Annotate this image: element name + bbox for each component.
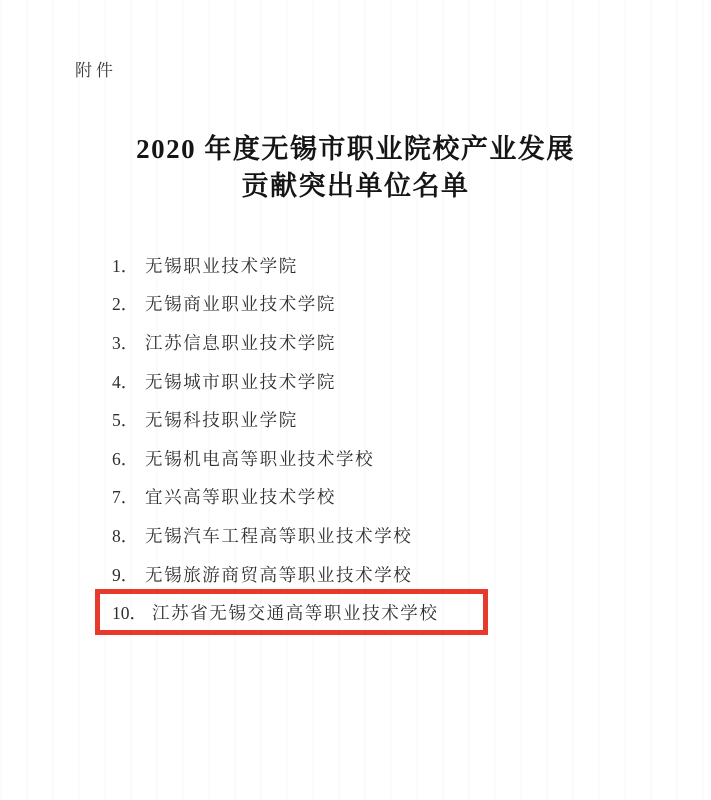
document-title-line-1: 2020 年度无锡市职业院校产业发展 <box>136 134 575 164</box>
list-item-number: 9． <box>112 564 139 585</box>
list-item-name: 江苏信息职业技术学院 <box>145 332 336 353</box>
list-item-number: 1． <box>112 255 139 276</box>
list-item <box>112 323 592 362</box>
list-item <box>112 400 592 439</box>
list-item <box>112 516 592 555</box>
list-item-name: 江苏省无锡交通高等职业技术学校 <box>152 603 439 624</box>
list-item-number: 2． <box>112 294 139 315</box>
list-item-name: 无锡职业技术学院 <box>145 255 298 276</box>
list-item-name: 无锡机电高等职业技术学校 <box>145 448 375 469</box>
list-item-number: 3． <box>112 332 139 353</box>
list-item-number: 8． <box>112 525 139 546</box>
list-item <box>112 246 592 285</box>
list-item <box>112 285 592 324</box>
attachment-label: 附件 <box>75 61 117 80</box>
list-item <box>112 362 592 401</box>
list-item-number: 10． <box>112 603 147 624</box>
list-item-name: 无锡商业职业技术学院 <box>145 294 336 315</box>
list-item-number: 4． <box>112 371 139 392</box>
list-item <box>112 478 592 517</box>
list-item-name: 无锡科技职业学院 <box>145 410 298 431</box>
list-item <box>112 593 592 632</box>
list-item-name: 无锡汽车工程高等职业技术学校 <box>145 525 413 546</box>
list-item-name: 无锡城市职业技术学院 <box>145 371 336 392</box>
list-item <box>112 555 592 594</box>
list-item-name: 宜兴高等职业技术学校 <box>145 487 336 508</box>
list-item <box>112 439 592 478</box>
list-item-number: 7． <box>112 487 139 508</box>
document-title-line-2: 贡献突出单位名单 <box>241 171 470 201</box>
list-item-number: 5． <box>112 410 139 431</box>
list-item-number: 6． <box>112 448 139 469</box>
document-title <box>0 131 711 205</box>
list-item-name: 无锡旅游商贸高等职业技术学校 <box>145 564 413 585</box>
award-unit-list <box>112 246 592 632</box>
